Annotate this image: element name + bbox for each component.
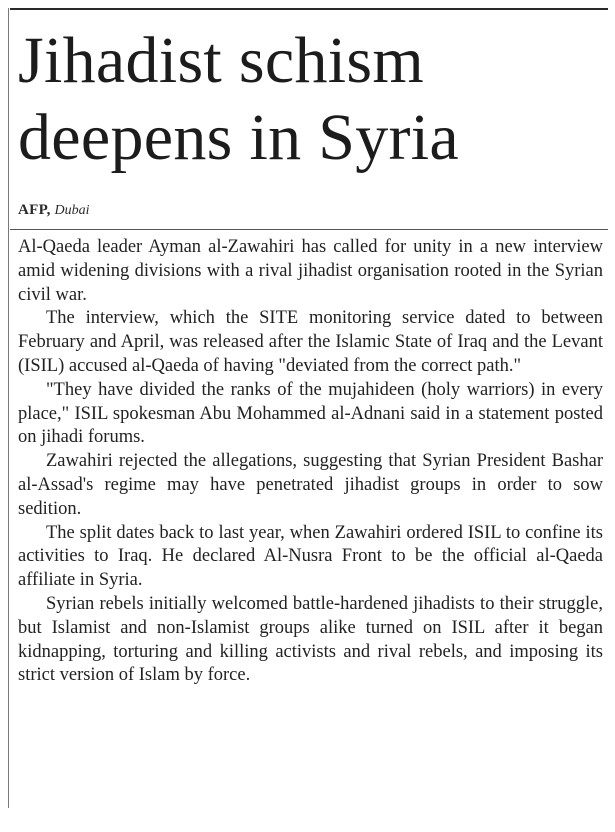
byline-agency: AFP, xyxy=(18,202,51,218)
paragraph: Al-Qaeda leader Ayman al-Zawahiri has called for unity in a new interview amid widening divisions with a rival jihadist organisation rooted in the Syrian civil war. xyxy=(18,237,603,305)
byline-rule xyxy=(10,229,608,230)
column-rule xyxy=(8,8,9,808)
paragraph: Zawahiri rejected the allegations, suggesting that Syrian President Bashar al-Assad's regime may have penetrated jihadist groups in order to sow sedition. xyxy=(18,451,603,519)
paragraph: Syrian rebels initially welcomed battle-hardened jihadists to their struggle, but Islamist and non-Islamist groups alike turned on ISIL after it began kidnapping, torturing and killing activists and rival rebels, and imposing its strict version of Islam by force. xyxy=(18,593,603,686)
byline xyxy=(18,200,89,221)
byline-dateline: Dubai xyxy=(54,203,90,218)
paragraph: The interview, which the SITE monitoring service dated to between February and April, was released after the Islamic State of Iraq and the Levant (ISIL) accused al-Qaeda of having "deviated from the correct path." xyxy=(18,308,603,376)
paragraph: The split dates back to last year, when Zawahiri ordered ISIL to confine its activities to Iraq. He declared Al-Nusra Front to be the official al-Qaeda affiliate in Syria. xyxy=(18,522,603,591)
top-rule xyxy=(10,8,608,10)
headline: Jihadist schism deepens in Syria xyxy=(18,24,460,174)
article-body xyxy=(18,236,603,688)
paragraph: "They have divided the ranks of the mujahideen (holy warriors) in every place," ISIL spokesman Abu Mohammed al-Adnani said in a statement posted on jihadi forums. xyxy=(18,379,603,448)
